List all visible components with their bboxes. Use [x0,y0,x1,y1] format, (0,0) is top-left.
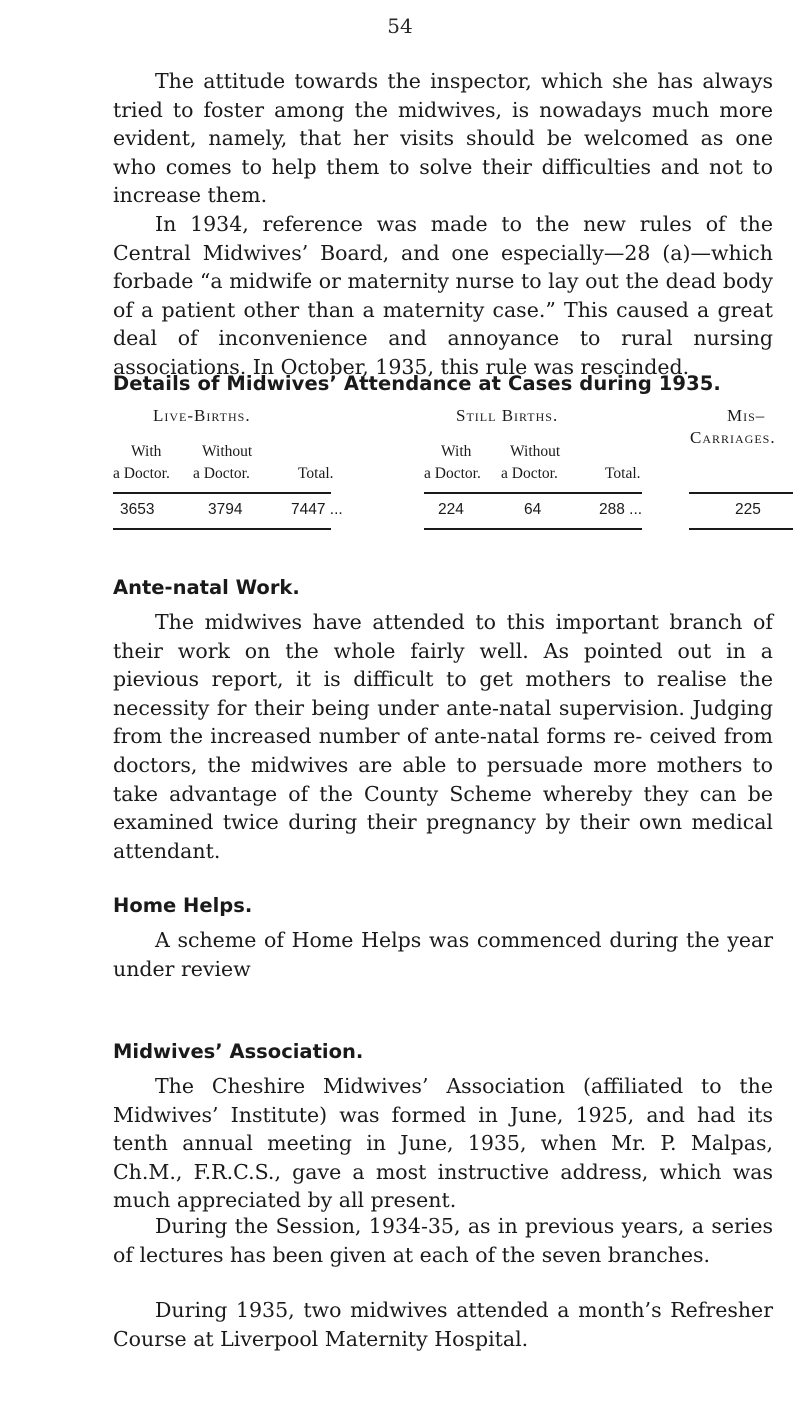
group-header-still-births: Still Births. [456,406,559,425]
cell-live-with: 3653 [120,501,155,518]
col-still-without-line2: a Doctor. [501,465,558,482]
cell-still-with: 224 [438,501,464,518]
heading-midwives-association: Midwives’ Association. [113,1040,364,1063]
col-live-with-line1: With [131,443,162,460]
group-header-miscarriages-line2: Carriages. [690,428,776,447]
heading-antenatal-work: Ante-natal Work. [113,576,300,599]
heading-home-helps: Home Helps. [113,894,253,917]
col-live-without-line1: Without [202,443,253,460]
table-rule-top-still [424,492,642,494]
table-rule-top-mis [689,492,793,494]
col-live-total: Total. [298,465,334,482]
paragraph-refresher-course: During 1935, two midwives attended a month’s Refresher Course at Liverpool Maternity Hospital. [113,1298,773,1351]
paragraph-association-lectures: During the Session, 1934-35, as in previous years, a series of lectures has been given at each of the seven branches. [113,1214,773,1267]
col-still-with-line1: With [441,443,472,460]
group-header-live-births: Live-Births. [153,406,251,425]
paragraph-inspector-attitude: The attitude towards the inspector, which she has always tried to foster among the midwives, is nowadays much more evident, namely, that her visits should be welcomed as one who comes to help them to solve their difficulties and not to increase them. [113,69,773,208]
table-rule-bottom-still [424,528,642,530]
cell-miscarriages: 225 [735,501,761,518]
paragraph-association-meeting: The Cheshire Midwives’ Association (affiliated to the Midwives’ Institute) was formed in June, 1925, and had its tenth annual meeting in June, 1935, when Mr. P. Malpas, Ch.M., F.R.C.S., gave a most instructive address, which was much appreciated by all present. [113,1074,773,1213]
cell-still-without: 64 [524,501,542,518]
group-header-miscarriages-line1: Mis– [727,406,766,425]
col-live-without-line2: a Doctor. [193,465,250,482]
paragraph-antenatal-work: The midwives have attended to this important branch of their work on the whole fairly well. As pointed out in a pievious report, it is difficult to get mothers to realise the necessity for their being under ante-natal supervision. Judging from the increased number of ante-natal forms re- ceived from doctors, the midwives are able to persuade more mothers to take advantage of the County Scheme whereby they can be examined twice during their pregnancy by their own medical attendant. [113,610,773,863]
paragraph-home-helps: A scheme of Home Helps was commenced during the year under review [113,928,773,981]
col-still-total: Total. [605,465,641,482]
page-number: 54 [387,14,413,38]
table-rule-bottom-live [113,528,331,530]
cell-live-without: 3794 [208,501,243,518]
paragraph-cmb-rules: In 1934, reference was made to the new rules of the Central Midwives’ Board, and one especially—28 (a)—which forbade “a midwife or maternity nurse to lay out the dead body of a patient other than a maternity case.” This caused a great deal of inconvenience and annoyance to rural nursing associations. In October, 1935, this rule was rescinded. [113,212,773,379]
col-still-with-line2: a Doctor. [424,465,481,482]
table-rule-bottom-mis [689,528,793,530]
table-title: Details of Midwives’ Attendance at Cases during 1935. [113,372,721,395]
cell-still-total: 288 ... [599,501,643,518]
cell-live-total: 7447 ... [291,501,343,518]
col-still-without-line1: Without [510,443,561,460]
col-live-with-line2: a Doctor. [113,465,170,482]
table-rule-top-live [113,492,331,494]
